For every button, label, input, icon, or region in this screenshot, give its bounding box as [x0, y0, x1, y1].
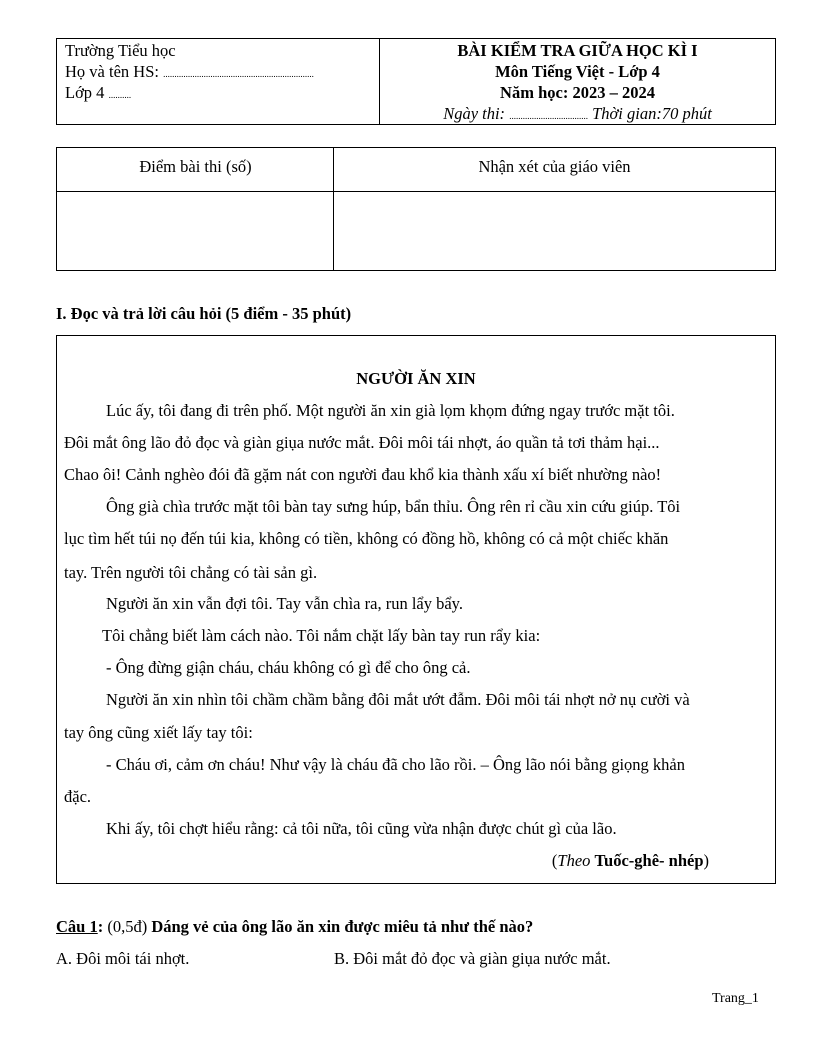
exam-header [56, 38, 776, 125]
date-field[interactable]: ................................... [509, 111, 588, 121]
reading-passage [56, 335, 776, 884]
passage-line: tay. Trên người tôi chẳng có tài sản gì. [64, 563, 318, 582]
question-1-colon: : [97, 917, 104, 936]
score-cell[interactable] [57, 192, 333, 270]
date-time-line [380, 103, 775, 124]
passage-line: - Ông đừng giận cháu, cháu không có gì để cho ông cả. [106, 658, 471, 677]
student-name-field[interactable]: ................................................................... [163, 69, 314, 79]
source-paren-close: ) [703, 851, 709, 870]
passage-line: lục tìm hết túi nọ đến túi kia, không có tiền, không có đồng hồ, không có cả một chiếc khăn [64, 529, 669, 548]
question-1-option-b[interactable]: B. Đôi mắt đỏ đọc và giàn giụa nước mắt. [334, 949, 611, 968]
question-1-option-a[interactable]: A. Đôi môi tái nhợt. [56, 949, 190, 968]
question-1 [56, 916, 533, 938]
passage-line: Tôi chẳng biết làm cách nào. Tôi nắm chặt lấy bàn tay run rẩy kia: [102, 626, 541, 645]
comment-cell[interactable] [335, 192, 775, 270]
comment-header: Nhận xét của giáo viên [478, 157, 631, 176]
student-name-label: Họ và tên HS: [65, 62, 159, 81]
school-name: Trường Tiểu học [65, 41, 176, 60]
question-1-label: Câu 1 [56, 917, 98, 936]
source-theo: Theo [557, 851, 591, 870]
passage-line: Người ăn xin nhìn tôi chầm chầm bằng đôi mắt ướt đẫm. Đôi môi tái nhợt nở nụ cười và [106, 690, 690, 709]
class-field[interactable]: .......... [108, 90, 132, 100]
passage-line: Lúc ấy, tôi đang đi trên phố. Một người ăn xin già lọm khọm đứng ngay trước mặt tôi. [106, 401, 675, 420]
exam-subject: Môn Tiếng Việt - Lớp 4 [495, 62, 660, 81]
source-author: Tuốc-ghê- nhép [594, 851, 704, 870]
score-table [56, 147, 776, 271]
student-name-line [65, 61, 379, 82]
passage-line: Chao ôi! Cảnh nghèo đói đã gặm nát con người đau khổ kia thành xấu xí biết nhường nào! [64, 465, 662, 484]
passage-line: đặc. [64, 787, 92, 806]
story-title: NGƯỜI ĂN XIN [356, 369, 476, 388]
score-header: Điểm bài thi (số) [139, 157, 252, 176]
date-label: Ngày thi: [443, 104, 506, 123]
student-info [57, 39, 380, 124]
school-year: Năm học: 2023 – 2024 [500, 83, 655, 102]
class-line [65, 82, 379, 103]
question-1-points: (0,5đ) [103, 917, 152, 936]
passage-line: Khi ấy, tôi chợt hiểu rằng: cả tôi nữa, tôi cũng vừa nhận được chút gì của lão. [106, 819, 617, 838]
section-title: I. Đọc và trả lời câu hỏi (5 điểm - 35 phút) [56, 304, 352, 323]
passage-line: tay ông cũng xiết lấy tay tôi: [64, 723, 253, 742]
passage-source [552, 850, 709, 872]
passage-line: - Cháu ơi, cảm ơn cháu! Như vậy là cháu đã cho lão rồi. – Ông lão nói bằng giọng khản [106, 755, 685, 774]
source-paren-open: ( [551, 851, 558, 870]
passage-line: Người ăn xin vẫn đợi tôi. Tay vẫn chìa ra, run lẩy bẩy. [106, 594, 463, 613]
time-label: Thời gian:70 phút [592, 104, 712, 123]
exam-info [380, 39, 775, 124]
exam-title: BÀI KIỂM TRA GIỮA HỌC KÌ I [457, 41, 698, 60]
passage-line: Ông già chìa trước mặt tôi bàn tay sưng húp, bẩn thỉu. Ông rên rỉ cầu xin cứu giúp. Tôi [106, 497, 681, 516]
passage-line: Đôi mắt ông lão đỏ đọc và giàn giụa nước mắt. Đôi môi tái nhợt, áo quần tả tơi thảm hại... [64, 433, 660, 452]
question-1-text: Dáng vẻ của ông lão ăn xin được miêu tả như thế nào? [151, 917, 534, 936]
class-label: Lớp 4 [65, 83, 105, 102]
page-number: Trang_1 [712, 991, 759, 1006]
